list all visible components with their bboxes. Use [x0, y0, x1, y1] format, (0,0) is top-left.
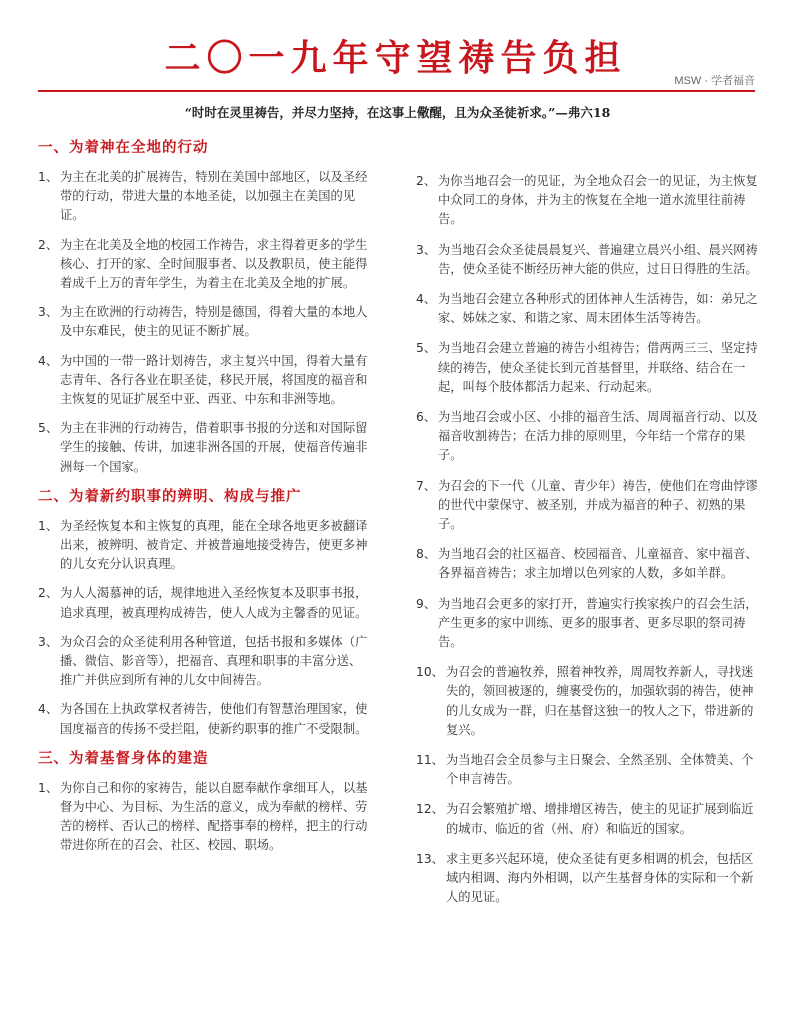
item-number: 6、 — [416, 410, 437, 425]
item-text: 为当地召会全员参与主日聚会、全然圣别、全体赞美、个个申言祷告。 — [446, 753, 754, 787]
item-number: 2、 — [38, 237, 59, 252]
item-text: 为召会繁殖扩增、增排增区祷告，使主的见证扩展到临近的城市、临近的省（州、府）和临近的国家。 — [446, 802, 754, 836]
item-number: 3、 — [416, 242, 437, 257]
title-divider — [38, 90, 755, 92]
list-item — [38, 168, 373, 226]
item-text: 为当地召会众圣徒晨晨复兴、普遍建立晨兴小组、晨兴网祷告，使众圣徒不断经历神大能的供应，过日日得胜的生活。 — [438, 242, 758, 276]
item-text: 求主更多兴起环境，使众圣徒有更多相调的机会，包括区域内相调、海内外相调，以产生基督身体的实际和一个新人的见证。 — [446, 851, 754, 905]
item-number: 3、 — [38, 634, 59, 649]
item-number: 13、 — [416, 851, 444, 866]
list-item — [416, 290, 761, 328]
item-text: 为中国的一带一路计划祷告，求主复兴中国，得着大量有志青年、各行各业在职圣徒，移民开展，将国度的福音和主恢复的见证扩展至中亚、西亚、中东和非洲等地。 — [60, 353, 368, 407]
list-item — [416, 241, 761, 279]
list-item — [38, 517, 373, 575]
list-item — [416, 751, 761, 789]
list-item — [38, 633, 373, 691]
list-item — [416, 408, 761, 466]
item-number: 8、 — [416, 547, 437, 562]
list-item — [416, 172, 761, 230]
list-item — [416, 595, 761, 653]
page-title: 二〇一九年守望祷告负担 — [164, 37, 627, 79]
list-item — [416, 339, 761, 397]
item-text: 为当地召会建立普遍的祷告小组祷告；借两两三三、坚定持续的祷告，使众圣徒长到元首基督里，并联络、结合在一起，叫每个肢体都活力起来、行动起来。 — [438, 341, 758, 394]
list-item — [38, 700, 373, 738]
item-text: 为主在北美及全地的校园工作祷告，求主得着更多的学生核心、打开的家、全时间服事者、以及教职员，使主能得着成千上万的青年学生，为着主在北美及全地的扩展。 — [60, 237, 368, 291]
list-item — [38, 584, 373, 622]
list-item — [416, 663, 761, 740]
item-text: 为主在非洲的行动祷告，借着职事书报的分送和对国际留学生的接触、传讲，加速非洲各国的开展，使福音传遍非洲每一个国家。 — [60, 421, 368, 474]
item-text: 为召会的下一代（儿童、青少年）祷告，使他们在弯曲悖谬的世代中蒙保守、被圣别，并成为福音的种子、初熟的果子。 — [438, 478, 758, 532]
section-heading-2: 二、为着新约职事的辨明、构成与推广 — [38, 487, 302, 505]
list-item — [38, 303, 373, 341]
item-number: 12、 — [416, 802, 444, 817]
item-number: 5、 — [38, 421, 59, 436]
list-item — [38, 352, 373, 410]
item-number: 9、 — [416, 596, 437, 611]
item-text: 为主在北美的扩展祷告，特别在美国中部地区，以及圣经带的行动，带进大量的本地圣徒，以加强主在美国的见证。 — [60, 170, 368, 223]
item-text: 为当地召会的社区福音、校园福音、儿童福音、家中福音、各界福音祷告；求主加增以色列家的人数，多如羊群。 — [438, 547, 758, 581]
item-text: 为主在欧洲的行动祷告，特别是德国，得着大量的本地人及中东难民，使主的见证不断扩展。 — [60, 305, 368, 339]
section-heading-1: 一、为着神在全地的行动 — [38, 139, 209, 156]
list-item — [416, 850, 761, 908]
item-text: 为圣经恢复本和主恢复的真理，能在全球各地更多被翻译出来，被辨明、被肯定、并被普遍地接受祷告，使更多神的儿女充分认识真理。 — [60, 518, 368, 572]
item-number: 11、 — [416, 753, 444, 768]
item-number: 1、 — [38, 170, 59, 184]
list-item — [38, 236, 373, 294]
list-item — [38, 779, 373, 856]
item-text: 为你自己和你的家祷告，能以自愿奉献作拿细耳人，以基督为中心、为目标、为生活的意义，成为奉献的榜样、劳苦的榜样、否认己的榜样、配搭事奉的榜样，把主的行动带进你所在的召会、社区、校园、职场。 — [60, 780, 368, 853]
item-number: 2、 — [38, 586, 59, 601]
item-number: 7、 — [416, 478, 437, 493]
item-number: 3、 — [38, 305, 59, 320]
scripture-quote: “时时在灵里祷告，并尽力坚持，在这事上儆醒，且为众圣徒祈求。”—弗六18 — [184, 105, 611, 120]
source-label: MSW · 学者福音 — [674, 75, 755, 87]
list-item — [416, 545, 761, 583]
item-number: 5、 — [416, 341, 437, 356]
right-column — [416, 172, 761, 919]
list-item — [416, 477, 761, 535]
list-item — [416, 800, 761, 838]
item-number: 2、 — [416, 174, 437, 188]
item-text: 为各国在上执政掌权者祷告，使他们有智慧治理国家，使国度福音的传扬不受拦阻，使新约职事的推广不受限制。 — [60, 702, 368, 736]
left-column — [38, 132, 373, 866]
item-text: 为召会的普遍牧养，照着神牧养，周周牧养新人，寻找迷失的，领回被逐的，缠裹受伤的，加强软弱的祷告，使神的儿女成为一群，归在基督这独一的牧人之下，带进新的复兴。 — [446, 665, 754, 737]
item-text: 为人人渴慕神的话，规律地进入圣经恢复本及职事书报，追求真理，被真理构成祷告，使人人成为主馨香的见证。 — [60, 586, 368, 620]
item-number: 10、 — [416, 665, 444, 680]
list-item — [38, 419, 373, 477]
item-text: 为你当地召会一的见证，为全地众召会一的见证，为主恢复中众同工的身体，并为主的恢复在全地一道水流里往前祷告。 — [438, 174, 758, 227]
item-text: 为众召会的众圣徒利用各种管道，包括书报和多媒体（广播、微信、影音等），把福音、真理和职事的丰富分送、推广并供应到所有神的儿女中间祷告。 — [60, 634, 368, 688]
item-number: 4、 — [38, 702, 59, 717]
item-number: 1、 — [38, 518, 59, 533]
item-text: 为当地召会或小区、小排的福音生活、周周福音行动、以及福音收割祷告；在活力排的原则里，今年结一个常存的果子。 — [438, 410, 758, 463]
item-text: 为当地召会更多的家打开，普遍实行挨家挨户的召会生活，产生更多的家中训练、更多的服事者、更多尽职的祭司祷告。 — [438, 596, 758, 650]
item-number: 4、 — [38, 353, 59, 368]
item-number: 4、 — [416, 292, 437, 307]
section-heading-3: 三、为着基督身体的建造 — [38, 749, 209, 767]
item-number: 1、 — [38, 780, 59, 795]
item-text: 为当地召会建立各种形式的团体神人生活祷告，如：弟兄之家、姊妹之家、和谐之家、周末团体生活等祷告。 — [438, 292, 758, 326]
